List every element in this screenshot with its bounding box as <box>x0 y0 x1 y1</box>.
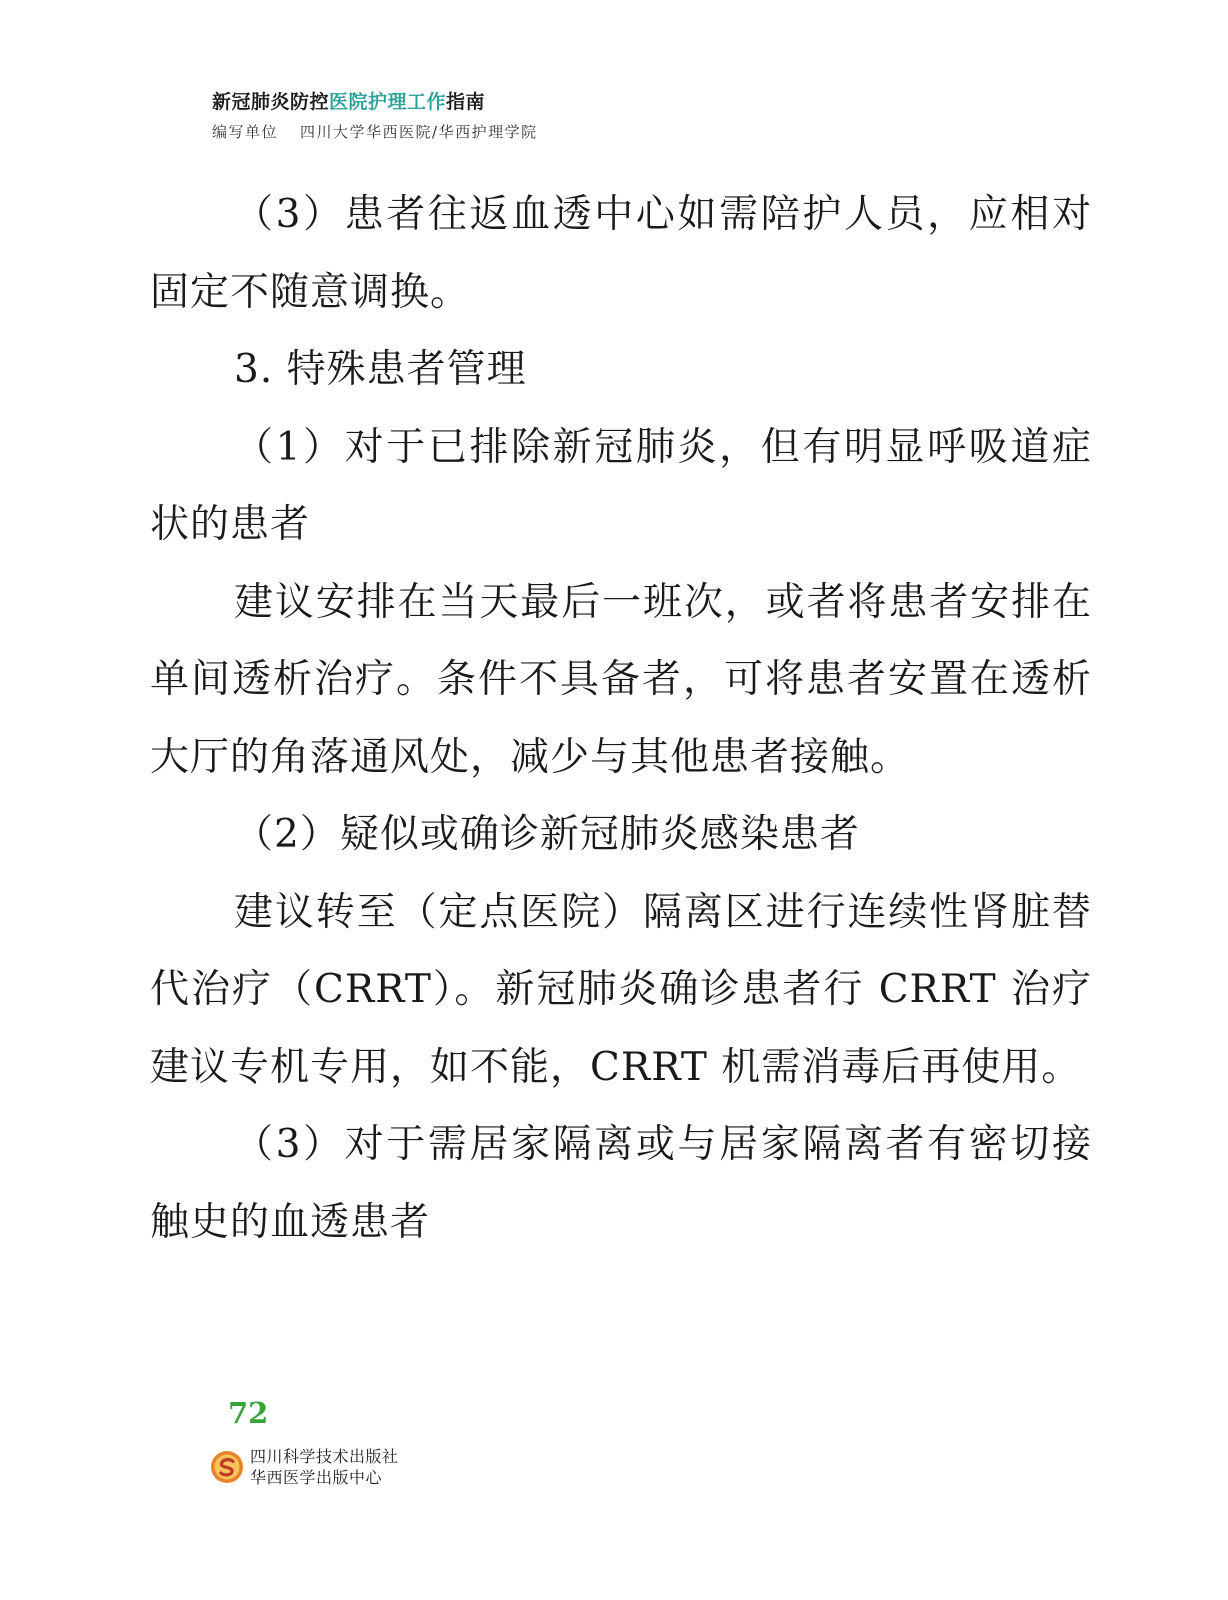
book-title-suffix: 指南 <box>446 91 486 113</box>
publisher-block <box>210 1446 399 1488</box>
editor-value: 四川大学华西医院/华西护理学院 <box>300 123 538 141</box>
paragraph: 建议转至（定点医院）隔离区进行连续性肾脏替代治疗（CRRT）。新冠肺炎确诊患者行 CRRT 治疗建议专机专用，如不能，CRRT 机需消毒后再使用。 <box>150 889 1092 1090</box>
publisher-name: 四川科学技术出版社 <box>250 1447 399 1466</box>
editor-label: 编写单位 <box>212 123 279 141</box>
paragraph: （3）患者往返血透中心如需陪护人员，应相对固定不随意调换。 <box>150 192 1092 315</box>
publisher-center: 华西医学出版中心 <box>250 1468 383 1487</box>
editor-line <box>212 122 1012 142</box>
subsection-heading: （3）对于需居家隔离或与居家隔离者有密切接触史的血透患者 <box>150 1122 1092 1245</box>
book-title-accent: 医院护理工作 <box>329 91 447 113</box>
subsection-heading: （2）疑似或确诊新冠肺炎感染患者 <box>234 812 860 857</box>
book-title-prefix: 新冠肺炎防控 <box>212 91 330 113</box>
publisher-logo-icon <box>210 1450 244 1484</box>
body-text <box>150 176 1092 1261</box>
page-number: 72 <box>228 1396 269 1430</box>
book-title <box>212 90 1012 114</box>
running-header <box>212 90 1012 142</box>
subsection-heading: （1）对于已排除新冠肺炎，但有明显呼吸道症状的患者 <box>150 424 1092 547</box>
section-heading: 3. 特殊患者管理 <box>234 347 527 392</box>
paragraph: 建议安排在当天最后一班次，或者将患者安排在单间透析治疗。条件不具备者，可将患者安置在透析大厅的角落通风处，减少与其他患者接触。 <box>150 579 1092 780</box>
